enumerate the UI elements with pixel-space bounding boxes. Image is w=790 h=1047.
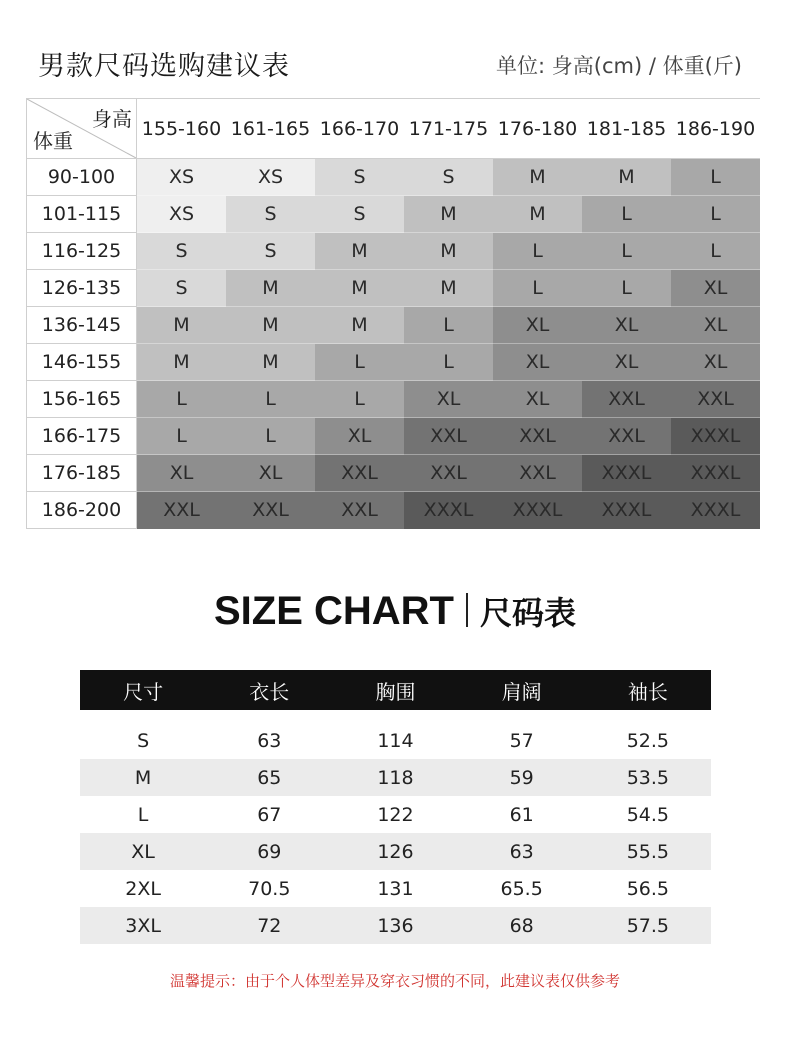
size-cell: L <box>137 381 227 418</box>
size-cell: XL <box>493 381 582 418</box>
table-row <box>27 307 761 344</box>
size-cell: XL <box>582 307 671 344</box>
table-cell: XL <box>80 833 206 870</box>
table-row <box>27 344 761 381</box>
table-row <box>27 381 761 418</box>
size-cell: XXL <box>226 492 315 529</box>
table-row <box>80 907 711 944</box>
table-cell: S <box>137 729 150 752</box>
table-row <box>80 722 711 759</box>
size-cell: XXL <box>137 492 227 529</box>
size-cell: L <box>315 381 404 418</box>
size-cell: XL <box>493 307 582 344</box>
size-cell: XXXL <box>671 455 760 492</box>
size-cell: L <box>226 418 315 455</box>
weight-label: 146-155 <box>27 344 137 381</box>
size-cell: XXXL <box>582 455 671 492</box>
table-cell: 114 <box>377 729 414 752</box>
size-cell: M <box>226 307 315 344</box>
size-cell: L <box>404 307 493 344</box>
height-header: 155-160 <box>137 99 227 159</box>
size-chart-table <box>80 670 711 944</box>
size-cell: XXXL <box>671 492 760 529</box>
table-row <box>80 833 711 870</box>
table-row <box>80 870 711 907</box>
weight-label: 90-100 <box>27 159 137 196</box>
size-cell: M <box>226 344 315 381</box>
spacer-row <box>80 710 711 722</box>
column-header: 袖长 <box>585 670 711 710</box>
size-cell: L <box>671 233 760 270</box>
size-cell: S <box>226 233 315 270</box>
weight-label: 126-135 <box>27 270 137 307</box>
table-cell: 2XL <box>125 877 161 900</box>
weight-label: 156-165 <box>27 381 137 418</box>
size-cell: XXL <box>404 455 493 492</box>
size-cell: M <box>137 344 227 381</box>
size-cell: XXL <box>493 418 582 455</box>
size-cell: S <box>404 159 493 196</box>
size-cell: L <box>493 270 582 307</box>
size-cell: L <box>315 344 404 381</box>
table-cell: 53.5 <box>585 759 711 796</box>
column-header: 衣长 <box>206 670 332 710</box>
table-row <box>80 759 711 796</box>
size-cell: S <box>315 196 404 233</box>
column-header: 尺寸 <box>80 670 206 710</box>
size-cell: M <box>315 270 404 307</box>
size-cell: L <box>671 196 760 233</box>
size-cell: XXXL <box>582 492 671 529</box>
weight-label: 166-175 <box>27 418 137 455</box>
table-cell: 63 <box>459 833 585 870</box>
table-cell: 72 <box>206 907 332 944</box>
size-cell: XL <box>671 270 760 307</box>
weight-label: 116-125 <box>27 233 137 270</box>
weight-label: 186-200 <box>27 492 137 529</box>
table-row <box>27 233 761 270</box>
size-cell: M <box>137 307 227 344</box>
size-cell: L <box>493 233 582 270</box>
size-cell: M <box>582 159 671 196</box>
size-cell: XS <box>226 159 315 196</box>
size-cell: L <box>671 159 760 196</box>
table-cell: L <box>137 803 149 826</box>
table-cell: 55.5 <box>585 833 711 870</box>
table-cell: 57.5 <box>585 907 711 944</box>
height-header: 186-190 <box>671 99 760 159</box>
column-header: 肩阔 <box>459 670 585 710</box>
table-cell: 57 <box>509 729 534 752</box>
size-cell: XXL <box>493 455 582 492</box>
corner-weight-label: 体重 <box>33 129 73 153</box>
size-cell: XL <box>315 418 404 455</box>
table-cell: 126 <box>332 833 458 870</box>
size-chart-title-zh: 尺码表 <box>479 594 576 632</box>
size-cell: XL <box>671 344 760 381</box>
size-cell: XS <box>137 159 227 196</box>
table-cell: M <box>80 759 206 796</box>
size-cell: M <box>315 233 404 270</box>
corner-height-label: 身高 <box>92 107 132 131</box>
size-chart-title <box>0 588 790 634</box>
size-cell: L <box>582 270 671 307</box>
table-cell: 118 <box>332 759 458 796</box>
size-cell: XL <box>404 381 493 418</box>
size-cell: S <box>137 270 227 307</box>
size-cell: L <box>226 381 315 418</box>
size-cell: XS <box>137 196 227 233</box>
table-row <box>27 159 761 196</box>
size-cell: XXL <box>582 418 671 455</box>
size-cell: XXL <box>404 418 493 455</box>
table-cell: 136 <box>332 907 458 944</box>
column-header: 胸围 <box>332 670 458 710</box>
height-header: 161-165 <box>226 99 315 159</box>
size-cell: M <box>226 270 315 307</box>
size-cell: XXL <box>582 381 671 418</box>
table-cell: 63 <box>257 729 282 752</box>
spacer-cell <box>80 710 711 722</box>
table-cell: 3XL <box>80 907 206 944</box>
table-row <box>27 492 761 529</box>
table-cell: 61 <box>509 803 534 826</box>
table-cell: 54.5 <box>626 803 670 826</box>
table-cell: 122 <box>377 803 414 826</box>
table-cell: 131 <box>377 877 414 900</box>
size-cell: XXXL <box>493 492 582 529</box>
height-header: 171-175 <box>404 99 493 159</box>
weight-label: 101-115 <box>27 196 137 233</box>
table-row <box>27 270 761 307</box>
size-cell: M <box>315 307 404 344</box>
size-cell: XL <box>582 344 671 381</box>
table-corner <box>27 99 137 159</box>
size-cell: L <box>404 344 493 381</box>
size-recommend-table <box>26 98 760 529</box>
size-cell: L <box>582 196 671 233</box>
table-row <box>27 418 761 455</box>
table-cell: 52.5 <box>626 729 670 752</box>
size-cell: XL <box>137 455 227 492</box>
size-cell: M <box>493 159 582 196</box>
size-chart-title-en: SIZE CHART <box>213 589 454 633</box>
size-cell: XXXL <box>404 492 493 529</box>
table-row <box>27 455 761 492</box>
table-cell: 65.5 <box>500 877 543 900</box>
unit-label: 单位: 身高(cm) / 体重(斤) <box>496 54 742 78</box>
size-cell: XXXL <box>671 418 760 455</box>
weight-label: 136-145 <box>27 307 137 344</box>
table-row <box>27 196 761 233</box>
weight-label: 176-185 <box>27 455 137 492</box>
size-cell: XL <box>671 307 760 344</box>
height-header: 166-170 <box>315 99 404 159</box>
size-cell: M <box>404 196 493 233</box>
table-cell: 70.5 <box>248 877 291 900</box>
size-cell: S <box>226 196 315 233</box>
size-cell: XXL <box>315 492 404 529</box>
table-cell: 59 <box>459 759 585 796</box>
size-cell: XXL <box>315 455 404 492</box>
height-header: 176-180 <box>493 99 582 159</box>
table-cell: 56.5 <box>626 877 670 900</box>
table-row <box>80 796 711 833</box>
size-cell: XXL <box>671 381 760 418</box>
size-cell: S <box>315 159 404 196</box>
size-cell: M <box>493 196 582 233</box>
table-cell: 65 <box>206 759 332 796</box>
recommend-title: 男款尺码选购建议表 <box>38 51 290 82</box>
table-cell: 67 <box>257 803 282 826</box>
height-header: 181-185 <box>582 99 671 159</box>
table-cell: 68 <box>459 907 585 944</box>
size-cell: L <box>582 233 671 270</box>
size-cell: S <box>137 233 227 270</box>
size-cell: M <box>404 233 493 270</box>
table-cell: 69 <box>206 833 332 870</box>
size-cell: M <box>404 270 493 307</box>
size-cell: XL <box>493 344 582 381</box>
size-cell: XL <box>226 455 315 492</box>
title-divider <box>466 593 468 627</box>
size-cell: L <box>137 418 227 455</box>
tip-note: 温馨提示：由于个人体型差异及穿衣习惯的不同，此建议表仅供参考 <box>169 972 620 990</box>
